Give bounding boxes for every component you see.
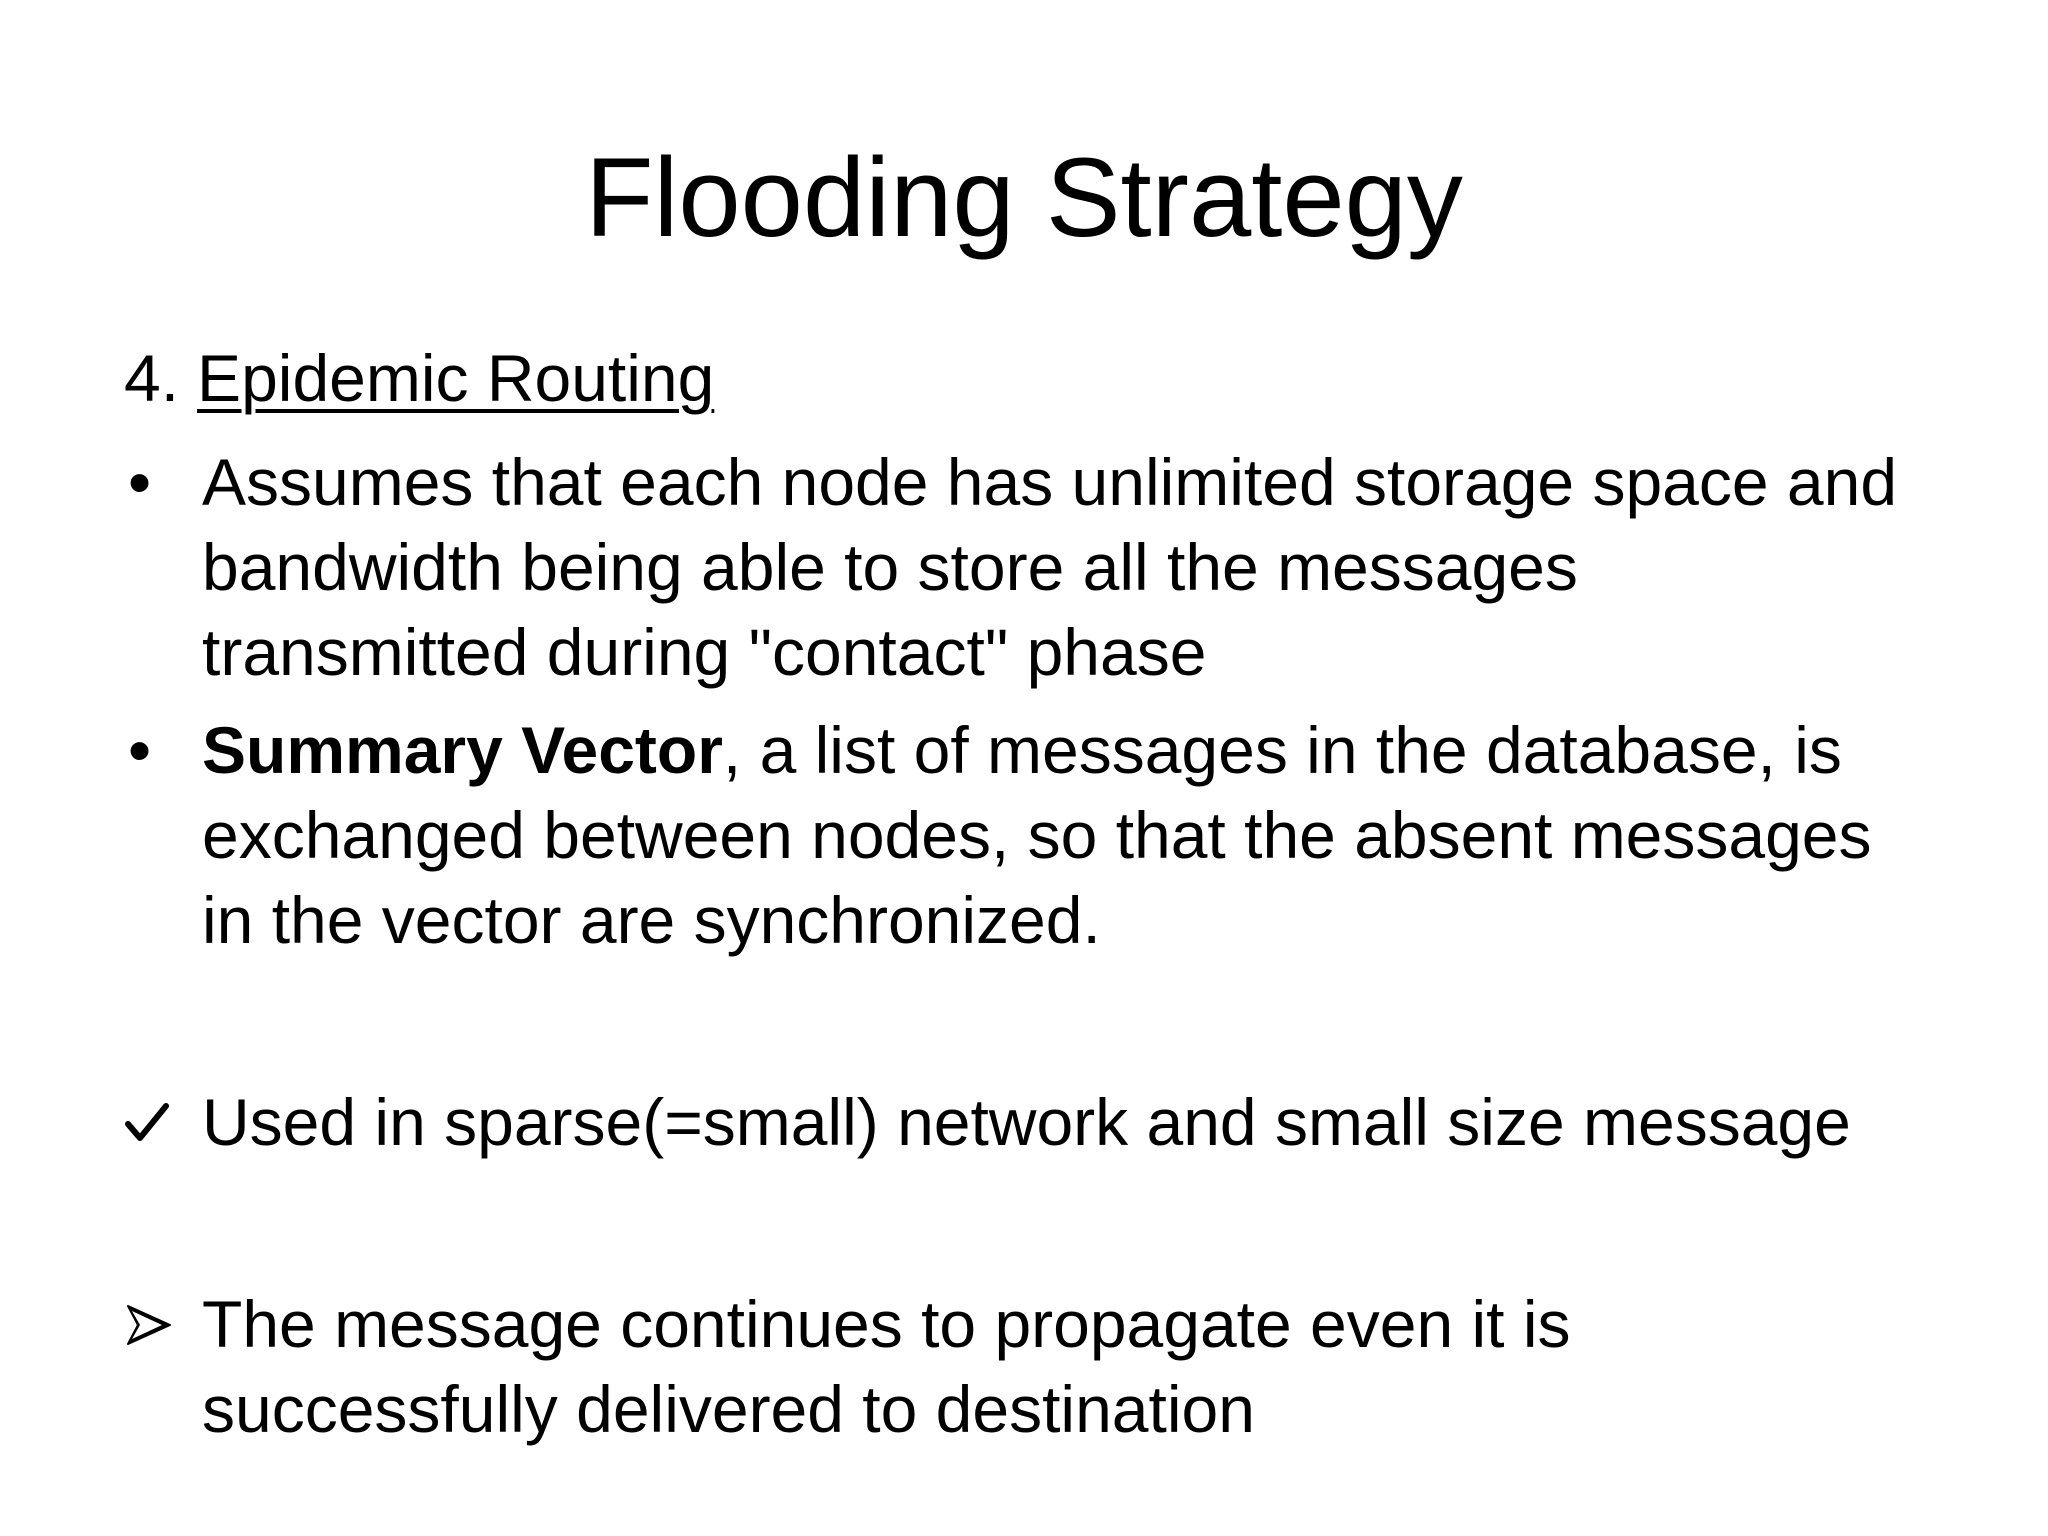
arrow-text xyxy=(202,1282,2024,1452)
bullet-line-rest: , a list of messages in the database, is xyxy=(722,713,1842,787)
slide-title: Flooding Strategy xyxy=(585,135,1463,260)
arrow-item xyxy=(124,1282,2024,1452)
section-heading-text: Epidemic Routing xyxy=(197,341,715,415)
bullet-text xyxy=(202,708,2024,963)
check-icon xyxy=(124,1100,204,1146)
bullet-icon: • xyxy=(128,713,152,787)
arrow-icon xyxy=(124,1302,204,1348)
bullet-line: bandwidth being able to store all the messages xyxy=(202,530,1578,604)
section-heading xyxy=(124,335,714,421)
bullet-line xyxy=(202,708,2024,793)
bullet-item xyxy=(124,708,2024,963)
bullet-text xyxy=(202,440,2024,695)
check-line: Used in sparse(=small) network and small size message xyxy=(202,1085,1851,1159)
bullet-icon: • xyxy=(128,445,152,519)
arrow-line: successfully delivered to destination xyxy=(202,1372,1255,1446)
check-item xyxy=(124,1080,2024,1165)
check-text xyxy=(202,1080,2024,1165)
bold-term: Summary Vector xyxy=(202,713,723,787)
bullet-item xyxy=(124,440,2024,695)
section-number: 4. xyxy=(124,341,180,415)
arrow-line: The message continues to propagate even it is xyxy=(202,1287,1571,1361)
bullet-line: exchanged between nodes, so that the absent messages xyxy=(202,798,1872,872)
bullet-line: transmitted during "contact" phase xyxy=(202,615,1207,689)
bullet-line: in the vector are synchronized. xyxy=(202,883,1101,957)
bullet-line: Assumes that each node has unlimited storage space and xyxy=(202,445,1898,519)
